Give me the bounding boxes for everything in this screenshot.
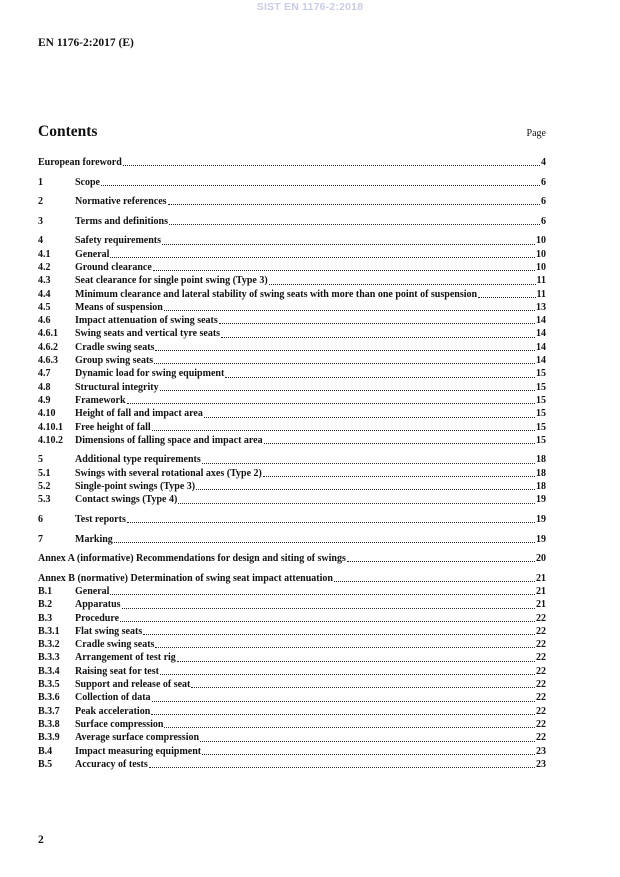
toc-entry-page: 15 bbox=[536, 368, 546, 380]
toc-entry-page: 13 bbox=[536, 301, 546, 313]
toc-entry-title: General bbox=[75, 248, 110, 260]
toc-entry[interactable] bbox=[38, 705, 546, 718]
toc-entry-title: Marking bbox=[75, 533, 113, 545]
toc-entry-title: Procedure bbox=[75, 612, 120, 624]
toc-entry-number: 4.7 bbox=[38, 368, 51, 380]
toc-entry-number: B.3.1 bbox=[38, 625, 60, 637]
dot-leader bbox=[123, 164, 540, 166]
toc-entry-title: Single-point swings (Type 3) bbox=[75, 481, 196, 493]
dot-leader bbox=[221, 336, 535, 338]
toc-entry-number: 4.8 bbox=[38, 381, 51, 393]
dot-leader bbox=[202, 462, 535, 464]
toc-entry-page: 22 bbox=[536, 732, 546, 744]
toc-entry-number: B.5 bbox=[38, 758, 53, 770]
toc-entry-page: 22 bbox=[536, 612, 546, 624]
toc-entry[interactable] bbox=[38, 421, 546, 434]
toc-entry-number: B.2 bbox=[38, 599, 53, 611]
toc-entry-number: 4.4 bbox=[38, 288, 51, 300]
toc-entry-title: Contact swings (Type 4) bbox=[75, 494, 178, 506]
toc-entry-page: 15 bbox=[536, 421, 546, 433]
toc-entry[interactable] bbox=[38, 651, 546, 664]
toc-entry-title: Means of suspension bbox=[75, 301, 163, 313]
toc-entry-title: Group swing seats bbox=[75, 355, 154, 367]
toc-entry[interactable] bbox=[38, 314, 546, 327]
toc-entry-title: Swing seats and vertical tyre seats bbox=[75, 328, 221, 340]
dot-leader bbox=[177, 660, 535, 662]
dot-leader bbox=[202, 753, 535, 755]
toc-entry-title: Cradle swing seats bbox=[75, 639, 155, 651]
toc-entry-title: Dimensions of falling space and impact area bbox=[75, 434, 263, 446]
toc-entry-title: Seat clearance for single point swing (Type 3) bbox=[75, 275, 268, 287]
toc-entry-page: 19 bbox=[536, 533, 546, 545]
dot-leader bbox=[110, 256, 535, 258]
toc-entry-page: 22 bbox=[536, 692, 546, 704]
toc-entry[interactable] bbox=[38, 434, 546, 447]
toc-entry-title: Cradle swing seats bbox=[75, 341, 155, 353]
dot-leader bbox=[264, 442, 535, 444]
toc-entry[interactable] bbox=[38, 215, 546, 228]
toc-entry-page: 6 bbox=[541, 176, 546, 188]
toc-entry[interactable] bbox=[38, 176, 546, 189]
toc-entry-title: Annex A (informative) Recommendations for design and siting of swings bbox=[38, 553, 346, 565]
toc-entry-page: 15 bbox=[536, 434, 546, 446]
toc-entry[interactable] bbox=[38, 467, 546, 480]
toc-entry-title: Swings with several rotational axes (Type 2) bbox=[75, 467, 262, 479]
toc-entry-title: Impact attenuation of swing seats bbox=[75, 315, 218, 327]
toc-entry-title: Height of fall and impact area bbox=[75, 408, 203, 420]
toc-entry-title: Accuracy of tests bbox=[75, 758, 148, 770]
toc-entry-page: 15 bbox=[536, 394, 546, 406]
toc-entry-number: 5.3 bbox=[38, 494, 51, 506]
toc-entry-title: Arrangement of test rig bbox=[75, 652, 176, 664]
toc-entry-number: 5 bbox=[38, 454, 43, 466]
toc-entry[interactable] bbox=[38, 691, 546, 704]
dot-leader bbox=[151, 713, 535, 715]
toc-entry[interactable] bbox=[38, 234, 546, 247]
toc-entry-page: 14 bbox=[536, 341, 546, 353]
dot-leader bbox=[149, 766, 535, 768]
toc-entry[interactable] bbox=[38, 381, 546, 394]
toc-entry-page: 10 bbox=[536, 261, 546, 273]
toc-entry-page: 22 bbox=[536, 665, 546, 677]
toc-entry-title: Ground clearance bbox=[75, 261, 152, 273]
toc-entry-page: 19 bbox=[536, 513, 546, 525]
watermark: SIST EN 1176-2:2018 bbox=[256, 1, 364, 13]
toc-entry-title: Annex B (normative) Determination of swing seat impact attenuation bbox=[38, 572, 333, 584]
dot-leader bbox=[122, 607, 535, 609]
toc-entry-title: Structural integrity bbox=[75, 381, 159, 393]
dot-leader bbox=[169, 223, 540, 225]
dot-leader bbox=[152, 700, 535, 702]
toc-entry-title: Impact measuring equipment bbox=[75, 745, 202, 757]
toc-entry-page: 15 bbox=[536, 381, 546, 393]
toc-entry-number: 5.1 bbox=[38, 467, 51, 479]
toc-entry-title: Support and release of seat bbox=[75, 679, 191, 691]
toc-entry[interactable] bbox=[38, 493, 546, 506]
dot-leader bbox=[162, 243, 535, 245]
table-of-contents bbox=[38, 156, 546, 771]
toc-entry-page: 21 bbox=[536, 599, 546, 611]
toc-entry-page: 10 bbox=[536, 235, 546, 247]
toc-entry-number: 5.2 bbox=[38, 481, 51, 493]
toc-entry[interactable] bbox=[38, 731, 546, 744]
toc-entry-title: Dynamic load for swing equipment bbox=[75, 368, 225, 380]
toc-entry[interactable] bbox=[38, 612, 546, 625]
toc-entry[interactable] bbox=[38, 598, 546, 611]
dot-leader bbox=[204, 416, 535, 418]
toc-entry[interactable] bbox=[38, 288, 546, 301]
toc-entry[interactable] bbox=[38, 453, 546, 466]
toc-entry[interactable] bbox=[38, 341, 546, 354]
dot-leader bbox=[110, 593, 535, 595]
toc-entry-page: 19 bbox=[536, 494, 546, 506]
toc-entry[interactable] bbox=[38, 552, 546, 565]
toc-entry-title: European foreword bbox=[38, 157, 122, 168]
dot-leader bbox=[153, 269, 535, 271]
toc-entry-number: B.3.4 bbox=[38, 665, 60, 677]
dot-leader bbox=[191, 686, 535, 688]
dot-leader bbox=[334, 580, 535, 582]
toc-entry-title: Scope bbox=[75, 176, 100, 188]
dot-leader bbox=[196, 488, 535, 490]
dot-leader bbox=[152, 429, 535, 431]
toc-entry-page: 18 bbox=[536, 467, 546, 479]
toc-entry-number: B.1 bbox=[38, 585, 53, 597]
dot-leader bbox=[269, 283, 536, 285]
toc-entry-number: B.3 bbox=[38, 612, 53, 624]
toc-entry-page: 23 bbox=[536, 758, 546, 770]
toc-entry-number: B.3.8 bbox=[38, 718, 60, 730]
toc-entry[interactable] bbox=[38, 665, 546, 678]
toc-entry-title: Framework bbox=[75, 394, 126, 406]
toc-entry-number: 4.10.1 bbox=[38, 421, 63, 433]
toc-entry-title: Normative references bbox=[75, 196, 167, 208]
dot-leader bbox=[154, 362, 535, 364]
toc-entry-page: 6 bbox=[541, 215, 546, 227]
toc-entry-number: 4.6 bbox=[38, 315, 51, 327]
toc-entry[interactable] bbox=[38, 407, 546, 420]
toc-entry-number: 3 bbox=[38, 215, 43, 227]
dot-leader bbox=[120, 620, 535, 622]
dot-leader bbox=[178, 502, 535, 504]
toc-entry-page: 23 bbox=[536, 745, 546, 757]
dot-leader bbox=[263, 475, 535, 477]
toc-entry-number: 4.5 bbox=[38, 301, 51, 313]
toc-entry-title: Raising seat for test bbox=[75, 665, 159, 677]
contents-heading: Contents bbox=[38, 123, 98, 140]
toc-entry-title: Free height of fall bbox=[75, 421, 151, 433]
toc-entry-page: 14 bbox=[536, 355, 546, 367]
toc-entry-number: 4.6.1 bbox=[38, 328, 58, 340]
toc-entry[interactable] bbox=[38, 480, 546, 493]
toc-entry[interactable] bbox=[38, 745, 546, 758]
toc-entry[interactable] bbox=[38, 625, 546, 638]
dot-leader bbox=[160, 389, 535, 391]
toc-entry-number: 4.6.3 bbox=[38, 355, 58, 367]
toc-entry-page: 10 bbox=[536, 248, 546, 260]
toc-entry-title: Safety requirements bbox=[75, 235, 162, 247]
toc-entry[interactable] bbox=[38, 301, 546, 314]
dot-leader bbox=[101, 184, 540, 186]
toc-entry-title: Minimum clearance and lateral stability of swing seats with more than one point of suspension bbox=[75, 288, 478, 300]
toc-entry-number: B.3.3 bbox=[38, 652, 60, 664]
toc-entry-number: B.3.6 bbox=[38, 692, 60, 704]
toc-entry-number: 4.3 bbox=[38, 275, 51, 287]
toc-entry-page: 22 bbox=[536, 679, 546, 691]
dot-leader bbox=[114, 541, 535, 543]
toc-entry-page: 22 bbox=[536, 705, 546, 717]
dot-leader bbox=[164, 309, 535, 311]
dot-leader bbox=[155, 646, 535, 648]
toc-entry-page: 21 bbox=[536, 572, 546, 584]
toc-entry-number: 4 bbox=[38, 235, 43, 247]
toc-entry-title: Apparatus bbox=[75, 599, 121, 611]
toc-entry-page: 21 bbox=[536, 585, 546, 597]
dot-leader bbox=[347, 560, 535, 562]
toc-entry-page: 15 bbox=[536, 408, 546, 420]
toc-entry[interactable] bbox=[38, 195, 546, 208]
toc-entry-title: Peak acceleration bbox=[75, 705, 151, 717]
dot-leader bbox=[219, 322, 535, 324]
toc-entry-title: Test reports bbox=[75, 513, 126, 525]
toc-entry-number: B.3.7 bbox=[38, 705, 60, 717]
dot-leader bbox=[155, 349, 535, 351]
toc-entry-page: 20 bbox=[536, 553, 546, 565]
toc-entry-number: 4.1 bbox=[38, 248, 51, 260]
toc-entry-title: Surface compression bbox=[75, 718, 164, 730]
toc-entry-page: 22 bbox=[536, 718, 546, 730]
dot-leader bbox=[160, 673, 535, 675]
toc-entry[interactable] bbox=[38, 513, 546, 526]
toc-entry[interactable] bbox=[38, 354, 546, 367]
toc-entry[interactable] bbox=[38, 367, 546, 380]
dot-leader bbox=[478, 296, 535, 298]
toc-entry-title: Terms and definitions bbox=[75, 215, 168, 227]
dot-leader bbox=[168, 203, 540, 205]
toc-entry-page: 14 bbox=[536, 315, 546, 327]
document-id: EN 1176-2:2017 (E) bbox=[38, 37, 134, 49]
dot-leader bbox=[225, 376, 535, 378]
toc-entry-page: 6 bbox=[541, 196, 546, 208]
toc-entry[interactable] bbox=[38, 678, 546, 691]
toc-entry-title: Flat swing seats bbox=[75, 625, 143, 637]
toc-entry-title: General bbox=[75, 585, 110, 597]
toc-entry-page: 22 bbox=[536, 639, 546, 651]
toc-entry-number: 4.2 bbox=[38, 261, 51, 273]
dot-leader bbox=[164, 726, 535, 728]
toc-entry[interactable] bbox=[38, 261, 546, 274]
toc-entry-number: B.3.5 bbox=[38, 679, 60, 691]
toc-entry-number: 4.10 bbox=[38, 408, 56, 420]
toc-entry-title: Average surface compression bbox=[75, 732, 200, 744]
toc-entry[interactable] bbox=[38, 327, 546, 340]
page-number: 2 bbox=[38, 834, 44, 846]
toc-entry[interactable] bbox=[38, 758, 546, 771]
toc-entry-page: 4 bbox=[541, 157, 546, 168]
toc-entry-page: 18 bbox=[536, 454, 546, 466]
toc-entry[interactable] bbox=[38, 156, 546, 169]
toc-entry-page: 18 bbox=[536, 481, 546, 493]
toc-entry-page: 22 bbox=[536, 625, 546, 637]
toc-entry-title: Collection of data bbox=[75, 692, 151, 704]
toc-entry-number: 4.10.2 bbox=[38, 434, 63, 446]
toc-entry[interactable] bbox=[38, 248, 546, 261]
toc-entry[interactable] bbox=[38, 638, 546, 651]
toc-entry-page: 11 bbox=[536, 288, 546, 300]
toc-entry-number: 2 bbox=[38, 196, 43, 208]
toc-entry-page: 22 bbox=[536, 652, 546, 664]
dot-leader bbox=[200, 740, 535, 742]
toc-entry-number: 4.6.2 bbox=[38, 341, 58, 353]
toc-entry-number: B.3.9 bbox=[38, 732, 60, 744]
toc-entry-number: 4.9 bbox=[38, 394, 51, 406]
toc-entry[interactable] bbox=[38, 394, 546, 407]
dot-leader bbox=[143, 633, 535, 635]
dot-leader bbox=[127, 521, 535, 523]
toc-entry-page: 11 bbox=[536, 275, 546, 287]
toc-entry-number: B.3.2 bbox=[38, 639, 60, 651]
toc-entry[interactable] bbox=[38, 572, 546, 585]
toc-entry-page: 14 bbox=[536, 328, 546, 340]
toc-entry-number: 7 bbox=[38, 533, 43, 545]
toc-entry[interactable] bbox=[38, 533, 546, 546]
page-column-label: Page bbox=[526, 128, 546, 139]
dot-leader bbox=[127, 402, 535, 404]
toc-entry-title: Additional type requirements bbox=[75, 454, 201, 466]
toc-entry-number: 1 bbox=[38, 176, 43, 188]
toc-entry[interactable] bbox=[38, 718, 546, 731]
toc-entry-number: 6 bbox=[38, 513, 43, 525]
toc-entry[interactable] bbox=[38, 274, 546, 287]
toc-entry[interactable] bbox=[38, 585, 546, 598]
toc-entry-number: B.4 bbox=[38, 745, 53, 757]
